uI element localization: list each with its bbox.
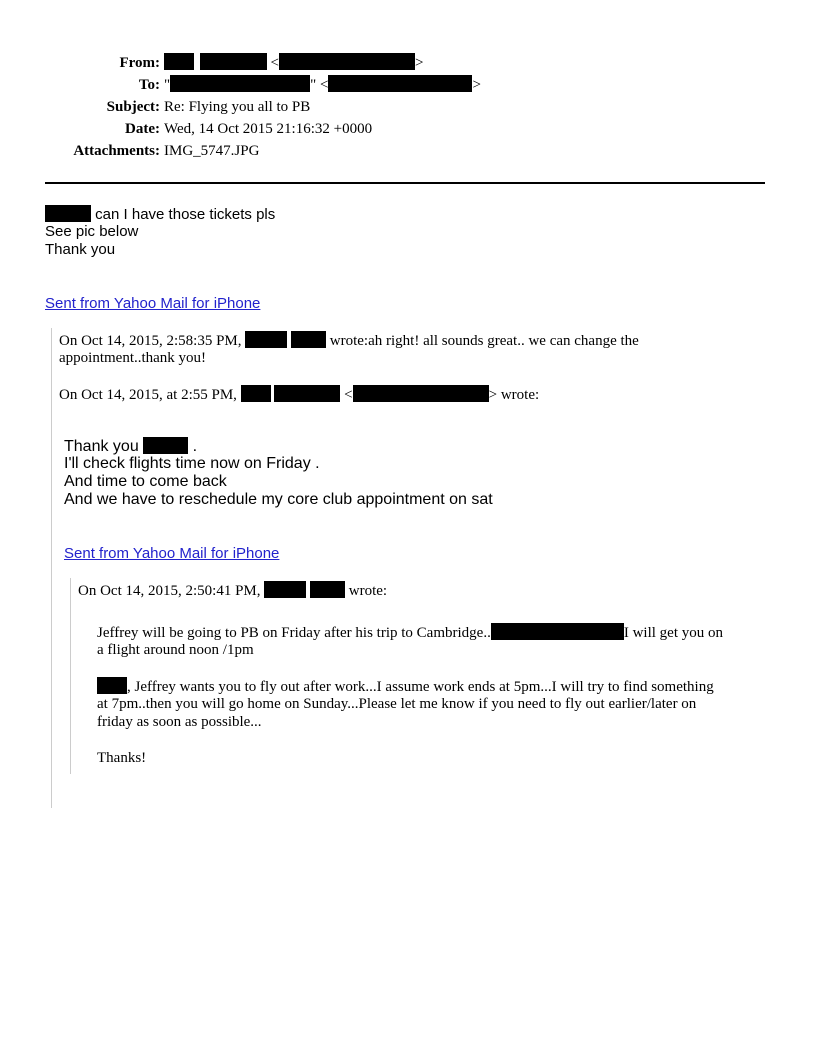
to-bracket-close: > bbox=[472, 77, 481, 93]
quote1-line-2: I'll check flights time now on Friday . bbox=[64, 455, 320, 472]
attribution-text: On Oct 14, 2015, 2:50:41 PM, bbox=[78, 583, 261, 599]
attachments-label: Attachments: bbox=[73, 143, 160, 159]
quote-bar-2 bbox=[70, 578, 71, 774]
quote2-p2-line1 bbox=[97, 677, 714, 696]
redaction bbox=[200, 53, 267, 70]
attribution-text: wrote: bbox=[348, 583, 388, 599]
signature-link[interactable] bbox=[45, 295, 260, 313]
redaction bbox=[45, 205, 91, 222]
attribution-text: On Oct 14, 2015, 2:58:35 PM, bbox=[59, 333, 242, 349]
message-line-3: Thank you bbox=[45, 241, 116, 258]
quote1-attribution bbox=[59, 331, 779, 350]
message-line-2: See pic below bbox=[45, 223, 139, 240]
text: Jeffrey will be going to PB on Friday after his trip to Cambridge.. bbox=[97, 625, 491, 641]
to-quote-close: " < bbox=[310, 77, 329, 93]
quote2-p1-line1 bbox=[97, 623, 767, 642]
subject-value: Re: Flying you all to PB bbox=[164, 99, 311, 115]
from-value bbox=[164, 52, 423, 74]
attachments-value[interactable]: IMG_5747.JPG bbox=[164, 143, 260, 159]
redaction bbox=[164, 53, 194, 70]
quote1-thank-you bbox=[64, 437, 197, 456]
text: , Jeffrey wants you to fly out after work...I assume work ends at 5pm...I will try to find something bbox=[127, 679, 714, 695]
quote1-attribution-line2: appointment..thank you! bbox=[59, 350, 207, 366]
quote1-line-4: And we have to reschedule my core club appointment on sat bbox=[64, 491, 493, 508]
attribution-text: On Oct 14, 2015, at 2:55 PM, bbox=[59, 387, 237, 403]
message-text: can I have those tickets pls bbox=[95, 206, 276, 223]
redaction bbox=[279, 53, 415, 70]
redaction bbox=[291, 331, 326, 348]
redaction bbox=[143, 437, 188, 454]
header-divider bbox=[45, 182, 765, 184]
quote2-p2-line2: at 7pm..then you will go home on Sunday...Please let me know if you need to fly out earlier/later on bbox=[97, 696, 697, 712]
yahoo-mail-link[interactable]: Sent from Yahoo Mail for iPhone bbox=[45, 295, 261, 312]
subject-label: Subject: bbox=[106, 99, 160, 115]
redaction bbox=[170, 75, 310, 92]
text: Thank you bbox=[64, 438, 139, 455]
quote2-p1-line2: a flight around noon /1pm bbox=[97, 642, 254, 658]
to-value bbox=[164, 74, 481, 96]
message-line-1 bbox=[45, 205, 275, 224]
attribution-text: > wrote: bbox=[488, 387, 540, 403]
quote2-p2-line3: friday as soon as possible... bbox=[97, 714, 262, 730]
to-label: To: bbox=[138, 77, 160, 93]
attribution-text: wrote:ah right! all sounds great.. we can change the bbox=[329, 333, 639, 349]
quote-bar-1 bbox=[51, 328, 52, 808]
redaction bbox=[264, 581, 306, 598]
redaction bbox=[274, 385, 340, 402]
quote1-attribution-2 bbox=[59, 385, 539, 404]
text: . bbox=[192, 438, 198, 455]
quote2-thanks: Thanks! bbox=[97, 750, 147, 766]
yahoo-mail-link[interactable]: Sent from Yahoo Mail for iPhone bbox=[64, 545, 280, 562]
text: I will get you on bbox=[623, 625, 723, 641]
redaction bbox=[241, 385, 271, 402]
from-bracket-open: < bbox=[270, 55, 279, 71]
redaction bbox=[97, 677, 127, 694]
redaction bbox=[245, 331, 287, 348]
redaction bbox=[328, 75, 472, 92]
from-label: From: bbox=[119, 55, 160, 71]
redaction bbox=[491, 623, 624, 640]
redaction bbox=[353, 385, 489, 402]
to-quote-open: " bbox=[164, 77, 171, 93]
quote2-attribution bbox=[78, 581, 387, 600]
date-label: Date: bbox=[125, 121, 160, 137]
quote1-signature[interactable] bbox=[64, 545, 279, 563]
from-bracket-close: > bbox=[414, 55, 424, 71]
attribution-text: < bbox=[344, 387, 353, 403]
date-value: Wed, 14 Oct 2015 21:16:32 +0000 bbox=[164, 121, 373, 137]
redaction bbox=[310, 581, 345, 598]
quote1-line-3: And time to come back bbox=[64, 473, 227, 490]
